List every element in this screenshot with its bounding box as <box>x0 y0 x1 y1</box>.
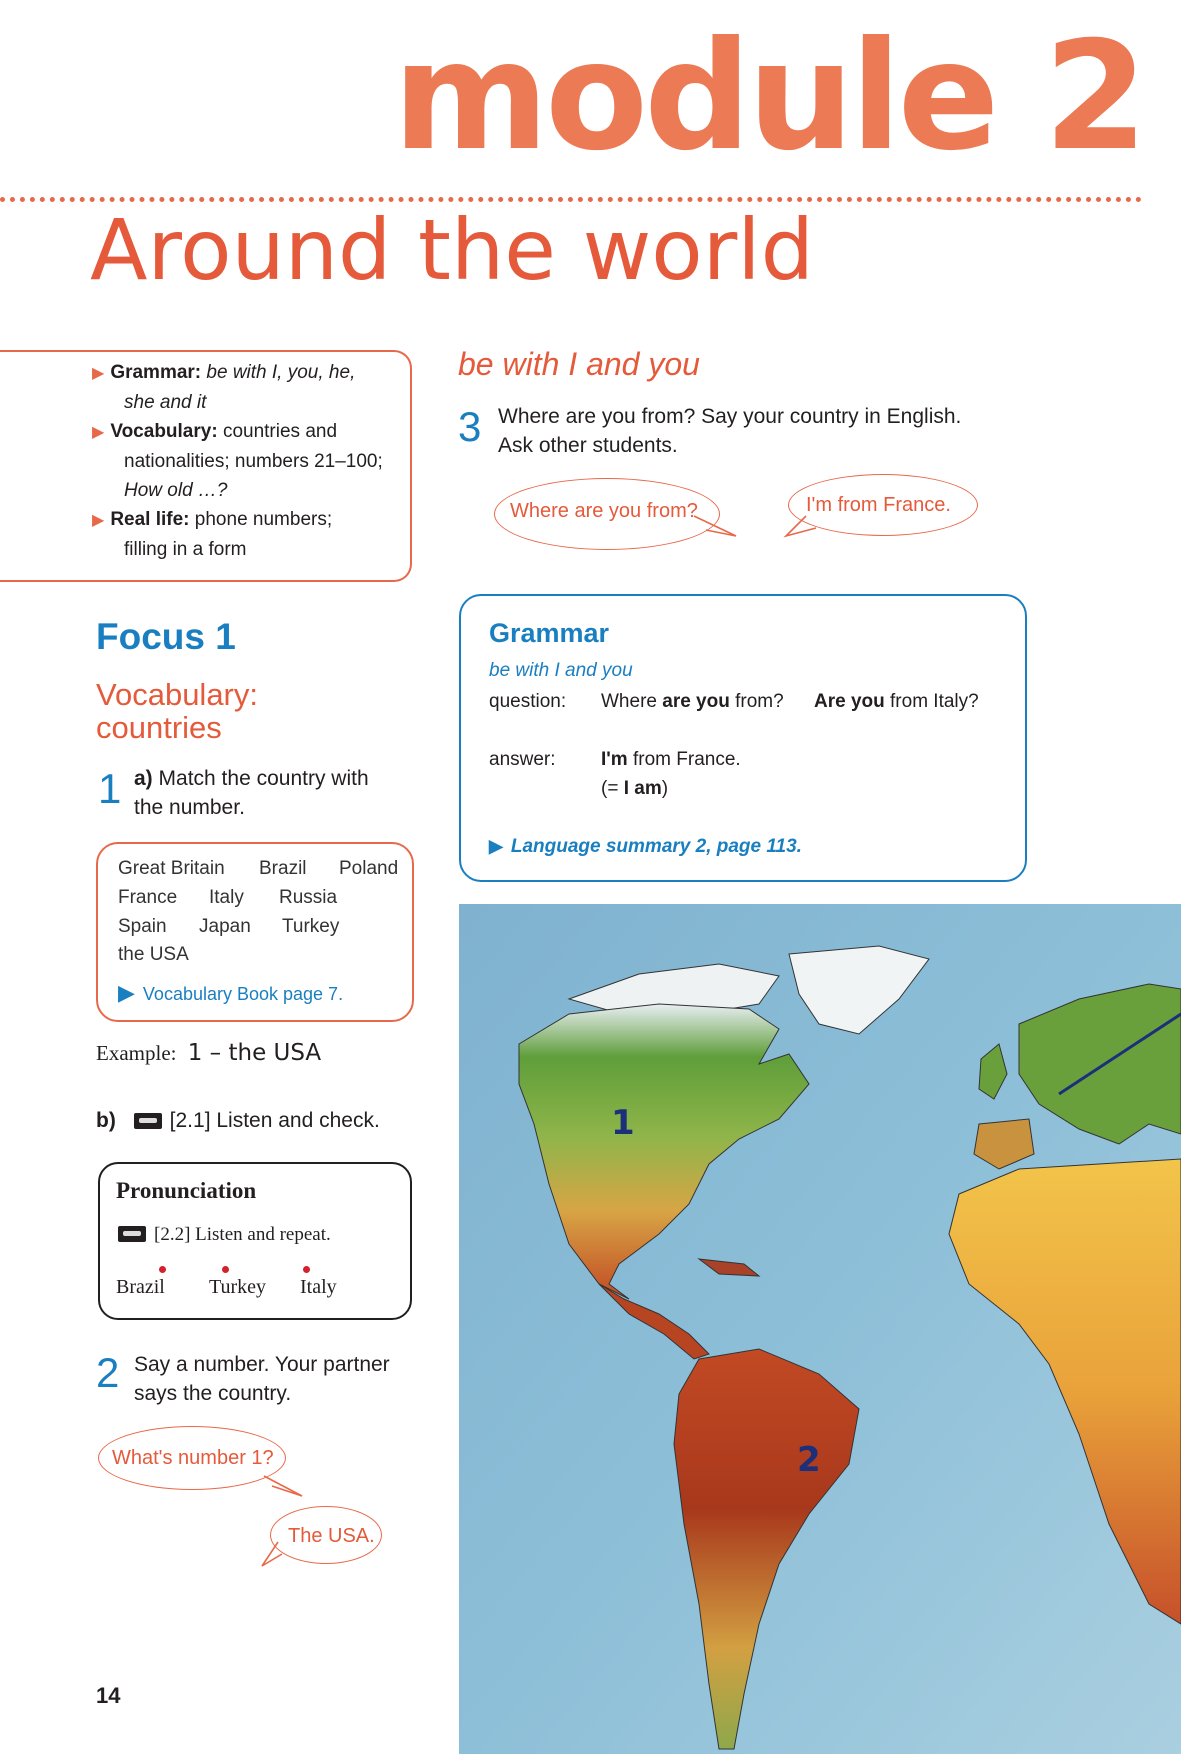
overview-text: she and it <box>124 392 207 413</box>
bubble-answer: I'm from France. <box>806 494 951 516</box>
cassette-icon <box>118 1226 146 1242</box>
country-word: Italy <box>209 887 244 908</box>
grammar-example-question <box>814 691 979 713</box>
speech-bubble-tail <box>258 1540 288 1570</box>
grammar-example-question <box>601 691 784 713</box>
overview-text: countries and <box>222 421 338 442</box>
overview-item-grammar <box>92 358 402 417</box>
page-title: Around the world <box>90 201 814 299</box>
language-summary-reference <box>489 836 802 858</box>
section-title-line: Vocabulary: <box>96 677 258 712</box>
country-word: Japan <box>199 916 251 937</box>
text: Where <box>601 691 663 712</box>
pronunciation-word: Turkey <box>209 1276 267 1298</box>
overview-item-real-life <box>92 505 402 564</box>
bubble-answer: The USA. <box>288 1525 375 1547</box>
text: from France. <box>627 749 741 770</box>
triangle-bullet-icon: ▶ <box>489 836 503 856</box>
instruction-text: Ask other students. <box>498 434 678 457</box>
section-title <box>96 678 346 744</box>
answer-label: answer: <box>489 749 556 770</box>
triangle-bullet-icon: ▶ <box>118 980 135 1005</box>
exercise-1b-instructions <box>96 1106 380 1135</box>
page-number: 14 <box>96 1683 121 1708</box>
overview-text: How old …? <box>124 480 228 501</box>
grammar-subtitle: be with I and you <box>489 660 633 681</box>
bold-text: I am <box>623 778 662 799</box>
triangle-bullet-icon: ▶ <box>92 424 105 441</box>
text: from Italy? <box>884 691 979 712</box>
example-label: Example: <box>96 1041 177 1065</box>
overview-label: Vocabulary: <box>110 421 218 442</box>
be-section-title: be with I and you <box>458 346 700 382</box>
grammar-example-answer <box>601 749 741 771</box>
text: (= <box>601 778 624 799</box>
stress-dot <box>159 1266 166 1273</box>
country-word: Brazil <box>259 858 307 879</box>
grammar-title: Grammar <box>489 618 610 648</box>
country-word: Poland <box>339 858 399 879</box>
instruction-text: Say a number. Your partner <box>134 1353 390 1376</box>
country-word: Turkey <box>282 916 340 937</box>
instruction-text: [2.2] Listen and repeat. <box>154 1224 331 1245</box>
exercise-3-instructions <box>498 402 1028 460</box>
overview-text: phone numbers; <box>194 509 333 530</box>
exercise-number: 1 <box>98 765 122 812</box>
stress-dot <box>222 1266 229 1273</box>
instruction-text: Where are you from? Say your country in English. <box>498 405 962 428</box>
speech-bubble-tail <box>782 514 822 540</box>
country-word: the USA <box>118 944 189 965</box>
text: from? <box>729 691 784 712</box>
bold-text: I'm <box>601 749 628 770</box>
part-label: b) <box>96 1109 116 1132</box>
country-word: Russia <box>279 887 338 908</box>
bubble-question: Where are you from? <box>510 500 698 522</box>
overview-label: Grammar: <box>110 362 202 383</box>
pronunciation-title: Pronunciation <box>116 1178 257 1203</box>
bubble-question: What's number 1? <box>112 1447 274 1469</box>
instruction-text: the number. <box>134 796 245 819</box>
vocab-book-reference <box>118 980 343 1006</box>
overview-item-vocabulary <box>92 417 402 505</box>
focus-title: Focus 1 <box>96 616 236 657</box>
bold-text: Are you <box>814 691 885 712</box>
cassette-icon <box>134 1113 162 1129</box>
module-title: module 2 <box>392 10 1144 184</box>
bold-text: are you <box>662 691 730 712</box>
country-word: Great Britain <box>118 858 225 879</box>
instruction-text: [2.1] Listen and check. <box>169 1109 380 1132</box>
exercise-2-instructions <box>134 1350 424 1408</box>
country-word: Spain <box>118 916 167 937</box>
map-label-1: 1 <box>611 1103 635 1143</box>
overview-text: nationalities; numbers 21–100; <box>124 451 383 472</box>
pronunciation-instruction <box>118 1224 331 1246</box>
part-label: a) <box>134 767 153 790</box>
reference-text: Vocabulary Book page 7. <box>142 984 344 1004</box>
triangle-bullet-icon: ▶ <box>92 365 105 382</box>
map-label-2: 2 <box>797 1440 821 1480</box>
overview-text: be with I, you, he, <box>206 362 356 383</box>
speech-bubble-tail <box>262 1470 306 1498</box>
instruction-text: says the country. <box>134 1382 292 1405</box>
stress-dot <box>303 1266 310 1273</box>
overview-label: Real life: <box>110 509 190 530</box>
overview-text: filling in a form <box>124 539 247 560</box>
pronunciation-word: Italy <box>300 1276 337 1298</box>
country-word: France <box>118 887 178 908</box>
triangle-bullet-icon: ▶ <box>92 512 105 529</box>
world-map <box>459 904 1181 1754</box>
exercise-1a-instructions <box>134 764 414 822</box>
text: ) <box>661 778 669 799</box>
example-line <box>96 1040 321 1066</box>
grammar-example-answer <box>601 778 668 800</box>
pronunciation-word: Brazil <box>116 1276 165 1298</box>
exercise-number: 3 <box>458 403 482 450</box>
question-label: question: <box>489 691 567 712</box>
reference-text: Language summary 2, page 113. <box>510 836 802 857</box>
example-answer: 1 – the USA <box>187 1040 322 1066</box>
section-title-line: countries <box>96 710 222 745</box>
exercise-number: 2 <box>96 1349 120 1396</box>
instruction-text: Match the country with <box>158 767 369 790</box>
